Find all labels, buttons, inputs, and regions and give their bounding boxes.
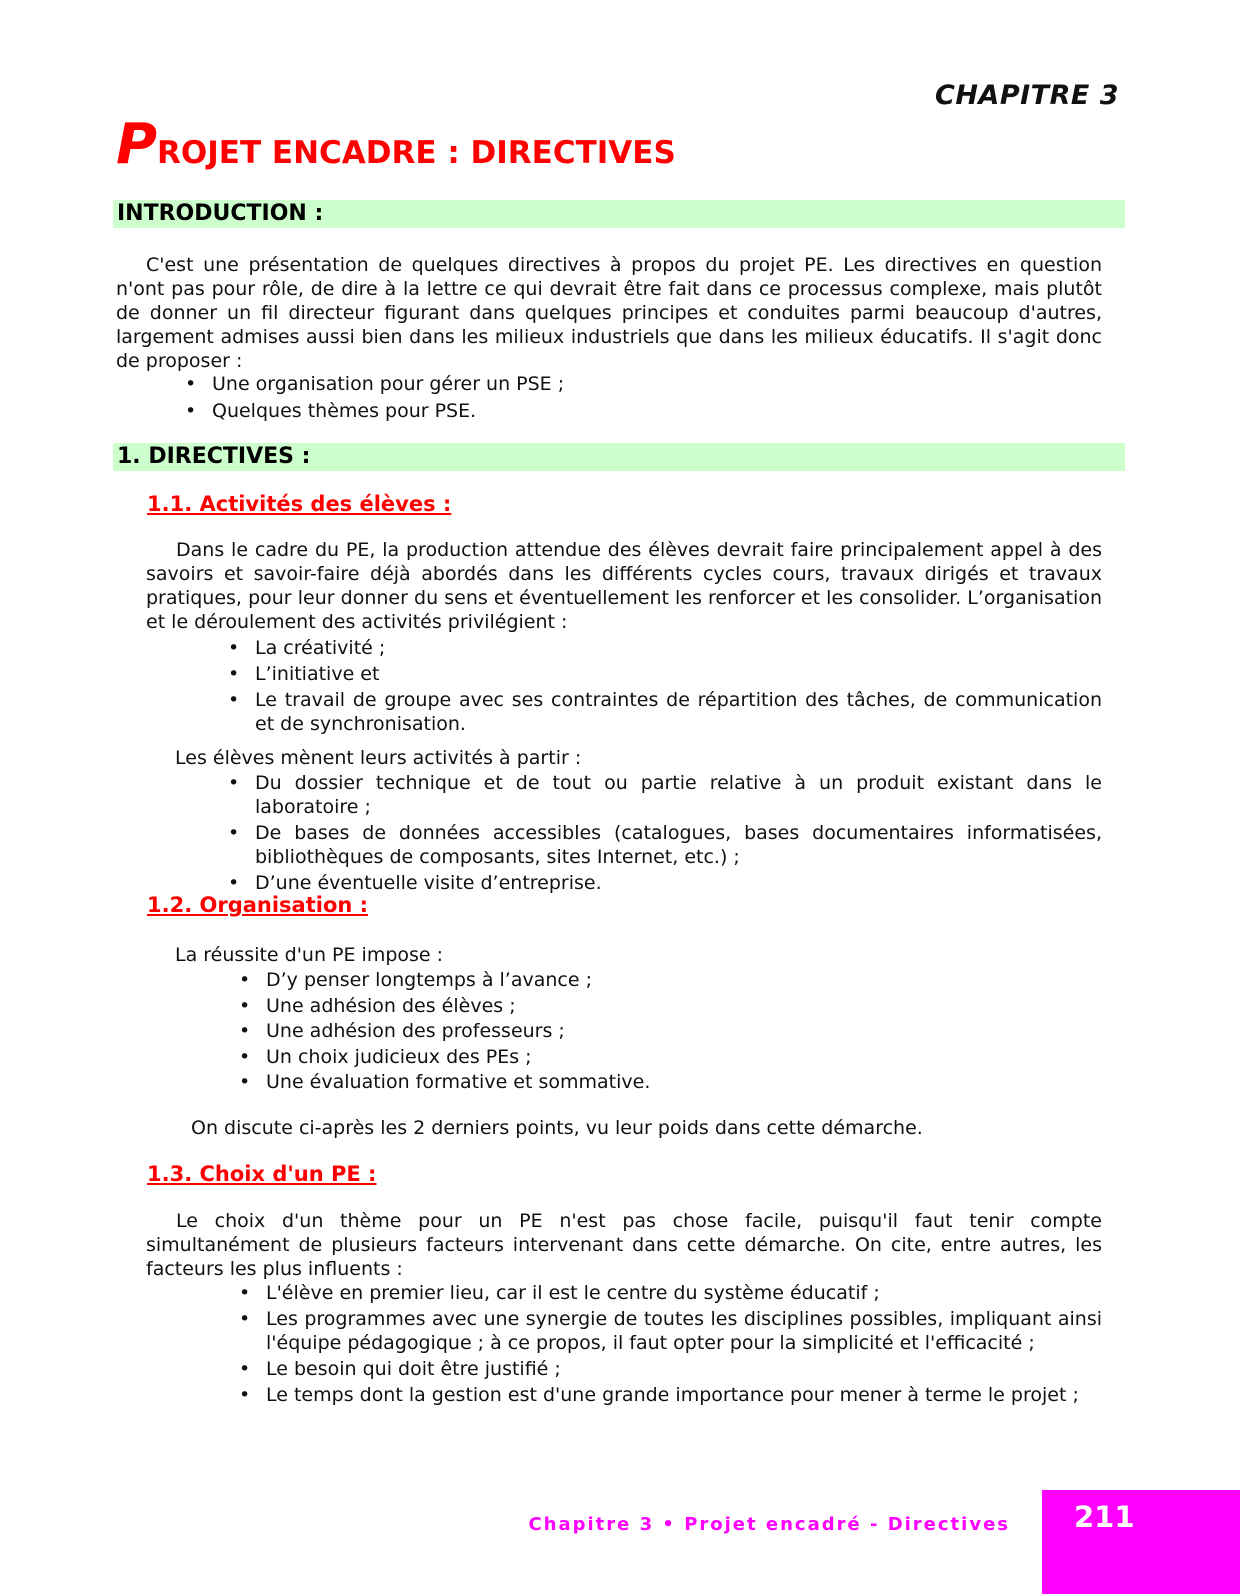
chapter-label: CHAPITRE 3 [935, 80, 1119, 111]
sources-bullet-list [255, 771, 1102, 895]
list-item: • Une évaluation formative et sommative. [266, 1070, 1102, 1096]
list-item: • L’initiative et [255, 662, 1102, 686]
list-item: • L'élève en premier lieu, car il est le centre du système éducatif ; [266, 1281, 1102, 1305]
list-item: • Une adhésion des élèves ; [266, 994, 1102, 1020]
list-item: • D’y penser longtemps à l’avance ; [266, 968, 1102, 994]
title-drop-letter: P [116, 112, 158, 177]
activites-lead: Les élèves mènent leurs activités à partir : [175, 747, 582, 769]
list-item: • Le travail de groupe avec ses contraintes de répartition des tâches, de communication et de synchronisation. [255, 688, 1102, 736]
list-item: • Du dossier technique et de tout ou partie relative à un produit existant dans le laboratoire ; [255, 771, 1102, 819]
intro-bullet-list [212, 371, 1102, 425]
list-item: • Le temps dont la gestion est d'une grande importance pour mener à terme le projet ; [266, 1383, 1102, 1407]
subsection-heading-activites: 1.1. Activités des élèves : [147, 492, 452, 516]
section-heading-introduction: INTRODUCTION : [113, 200, 1125, 228]
subsection-heading-organisation: 1.2. Organisation : [147, 893, 369, 917]
choix-paragraph: Le choix d'un thème pour un PE n'est pas chose facile, puisqu'il faut tenir compte simultanément de plusieurs facteurs intervenant dans cette démarche. On cite, entre autres, les facteurs les plus influents : [146, 1210, 1102, 1280]
list-item: • Un choix judicieux des PEs ; [266, 1045, 1102, 1071]
list-item: • Une organisation pour gérer un PSE ; [212, 371, 1102, 398]
organisation-lead: La réussite d'un PE impose : [175, 944, 444, 966]
section-heading-directives: 1. DIRECTIVES : [113, 443, 1125, 471]
list-item: • Le besoin qui doit être justifié ; [266, 1357, 1102, 1381]
page-title [116, 112, 676, 177]
list-item: • Une adhésion des professeurs ; [266, 1019, 1102, 1045]
title-text: ROJET ENCADRE : DIRECTIVES [157, 135, 676, 171]
list-item: • De bases de données accessibles (catalogues, bases documentaires informatisées, bibliothèques de composants, sites Internet, etc.) ; [255, 821, 1102, 869]
page-number: 211 [1074, 1500, 1135, 1534]
subsection-heading-choix: 1.3. Choix d'un PE : [147, 1162, 377, 1186]
list-item: • Quelques thèmes pour PSE. [212, 398, 1102, 425]
list-item: • La créativité ; [255, 636, 1102, 660]
activites-paragraph: Dans le cadre du PE, la production attendue des élèves devrait faire principalement appel à des savoirs et savoir-faire déjà abordés dans les différents cycles cours, travaux dirigés et travaux pratiques, pour leur donner du sens et éventuellement les renforcer et les consolider. L’organisation et le déroulement des activités privilégient : [146, 539, 1102, 633]
organisation-bullet-list [266, 968, 1102, 1096]
choix-bullet-list [266, 1281, 1102, 1407]
page-number-box [1042, 1490, 1240, 1594]
running-footer: Chapitre 3 • Projet encadré - Directives [528, 1514, 1010, 1535]
activites-bullet-list [255, 636, 1102, 736]
list-item: • D’une éventuelle visite d’entreprise. [255, 871, 1102, 895]
list-item: • Les programmes avec une synergie de toutes les disciplines possibles, impliquant ainsi l'équipe pédagogique ; à ce propos, il faut opter pour la simplicité et l'efficacité ; [266, 1307, 1102, 1355]
organisation-note: On discute ci-après les 2 derniers points, vu leur poids dans cette démarche. [191, 1117, 923, 1139]
intro-paragraph: C'est une présentation de quelques directives à propos du projet PE. Les directives en question n'ont pas pour rôle, de dire à la lettre ce qui devrait être fait dans ce processus complexe, mais plutôt de donner un fil directeur figurant dans quelques principes et conduites parmi beaucoup d'autres, largement admises aussi bien dans les milieux industriels que dans les milieux éducatifs. Il s'agit donc de proposer : [116, 254, 1102, 372]
